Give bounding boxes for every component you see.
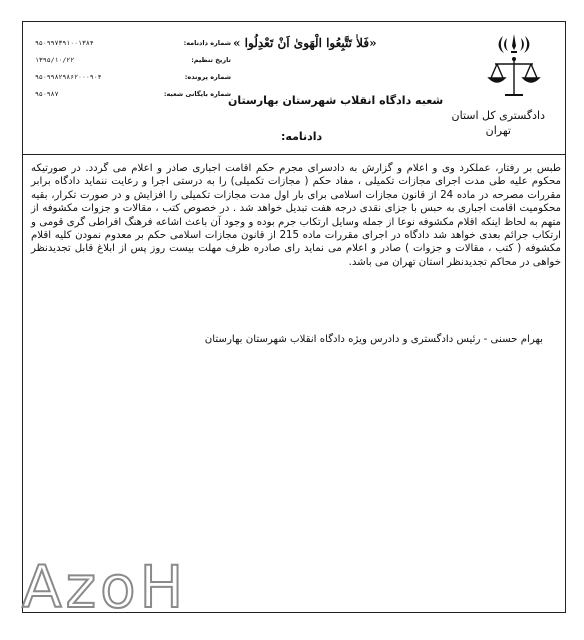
meta-row-verdict-number bbox=[35, 34, 231, 51]
branch-title: شعبه دادگاه انقلاب شهرستان بهارستان bbox=[228, 94, 444, 107]
meta-row-case-number bbox=[35, 68, 231, 85]
meta-value: ۹۵۰۹۹۷۳۹۱۰۰۱۳۸۴ bbox=[35, 38, 94, 47]
document-header bbox=[23, 22, 565, 155]
meta-row-date bbox=[35, 51, 231, 68]
quran-verse: «فَلاٰ تَتَّبِعُوا الْهَوىٰ اَنْ تَعْدِلُوا » bbox=[233, 36, 377, 50]
court-name-line2: تهران bbox=[485, 124, 511, 137]
meta-value: ۹۵۰۹۸۷ bbox=[35, 89, 59, 98]
azoh-watermark bbox=[20, 545, 190, 617]
meta-label: تاریخ تنظیم: bbox=[191, 55, 231, 64]
meta-row-archive-number bbox=[35, 85, 231, 102]
verdict-document bbox=[22, 21, 566, 613]
verdict-label: دادنامه: bbox=[281, 130, 323, 143]
meta-value: ۹۵۰۹۹۸۲۹۸۶۲۰۰۰۹۰۴ bbox=[35, 72, 102, 81]
national-emblem-icon bbox=[485, 32, 543, 102]
judge-signature-line: بهرام حسنی - رئیس دادگستری و دادرس ویژه دادگاه انقلاب شهرستان بهارستان bbox=[204, 334, 543, 345]
meta-label: شماره دادنامه: bbox=[183, 38, 231, 47]
court-name bbox=[425, 108, 545, 138]
watermark-text: AzoH bbox=[22, 553, 188, 617]
court-name-line1: دادگستری کل استان bbox=[451, 109, 545, 122]
case-metadata bbox=[35, 34, 231, 102]
verdict-body: طبس بر رفتار، عملکرد وی و اعلام و گزارش به دادسرای مجرم حکم اقامت اجباری صادر و اعلام می گردد. در صورتیکه محکوم علیه طی مدت اجرای مجازات تکمیلی ، مفاد حکم ( مجازات تکمیلی) را به درستی اجرا و رعایت ننماید دادگاه برابر مقررات مصرحه در ماده 24 از قانون مجازات اسلامی برای بار اول مدت مجازات تکمیلی را افزایش و در صورت تکرار، بقیه محکومیت اقامت اجباری به حبس با جزای نقدی درجه هفت تبدیل خواهد شد . در خصوص کتب ، مقالات و جزوات مکشوفه از متهم به لحاظ اینکه اقلام مکشوفه نوعا از جمله وسایل ارتکاب جرم بوده و وجود آن باعث اشاعه فرهنگ افراطی گری قومی و ارتکاب جرائم بعدی خواهد شد دادگاه در اجرای مقررات ماده 215 از قانون مجازات اسلامی حکم بر معدوم نمودن کلیه اقلام مکشوفه ( کتب ، مقالات و جزوات ) صادر و اعلام می نماید رای صادره ظرف مهلت بیست روز پس از ابلاغ قابل تجدیدنظر خواهی در محاکم تجدیدنظر استان تهران می باشد. bbox=[31, 163, 561, 268]
meta-label: شماره بایگانی شعبه: bbox=[163, 89, 231, 98]
meta-label: شماره پرونده: bbox=[184, 72, 231, 81]
meta-value: ۱۳۹۵/۱۰/۲۲ bbox=[35, 55, 75, 64]
